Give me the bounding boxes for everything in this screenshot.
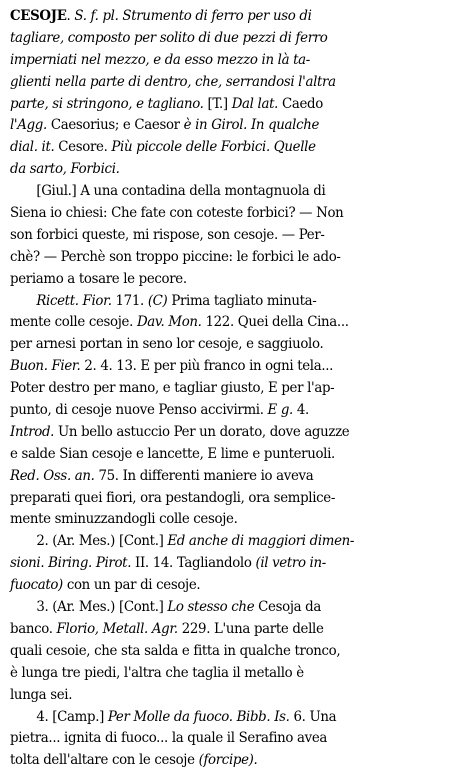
text-segment: Dal lat. — [231, 95, 279, 112]
text-line — [10, 312, 436, 334]
text-segment: è in Girol. In qualche — [183, 117, 320, 134]
text-segment: preparati quei fiori, ora pestandogli, ora semplice- — [10, 489, 336, 506]
text-segment: Ed anche di maggiori dimen- — [167, 533, 355, 550]
text-segment: banco. — [10, 620, 57, 637]
text-line — [10, 575, 436, 597]
text-line — [10, 707, 436, 729]
text-segment: da sarto, Forbici. — [10, 161, 120, 178]
text-segment: periamo a tosare le pecore. — [10, 270, 187, 287]
text-line — [10, 334, 436, 356]
text-segment: pietra... ignita di fuoco... la quale il Serafino avea — [10, 730, 328, 747]
text-segment: Red. Oss. an. — [10, 467, 95, 484]
text-segment: mente colle cesoje. — [10, 314, 137, 331]
text-line — [10, 6, 436, 28]
text-line — [10, 663, 436, 685]
text-line — [10, 50, 436, 72]
text-segment: 6. Una — [289, 708, 337, 725]
text-segment: per arnesi portan in seno lor cesoje, e saggiuolo. — [10, 336, 324, 353]
dictionary-entry-cesoje — [10, 6, 463, 772]
text-segment: 122. Quei della Cina... — [201, 314, 349, 331]
text-segment: Poter destro per mano, e tagliar giusto, E per l'ap- — [10, 380, 335, 397]
text-segment: Caesorius; e Caesor — [46, 117, 184, 134]
text-line — [10, 444, 436, 466]
text-segment: Per Molle da fuoco. Bibb. Is. — [107, 708, 290, 725]
text-line — [10, 378, 436, 400]
headword: CESOJE — [10, 8, 67, 24]
text-segment: 2. (Ar. Mes.) [Cont.] — [36, 533, 168, 550]
text-line — [10, 181, 436, 203]
text-segment: è lunga tre piedi, l'altra che taglia il metallo è — [10, 664, 304, 681]
text-segment: (forcipe). — [198, 752, 258, 769]
text-segment: tolta dell'altare con le cesoje — [10, 752, 199, 769]
text-line — [10, 137, 436, 159]
text-segment: (il vetro in- — [255, 555, 326, 572]
text-line — [10, 750, 436, 772]
text-segment: Lo stesso che — [167, 599, 255, 616]
text-line — [10, 291, 436, 313]
text-line — [10, 247, 436, 269]
text-line — [10, 422, 436, 444]
text-line — [10, 28, 436, 50]
text-line — [10, 597, 436, 619]
text-segment: Caedo — [278, 95, 323, 112]
text-line — [10, 641, 436, 663]
text-segment: [T.] — [203, 95, 232, 112]
text-line — [10, 72, 436, 94]
text-line — [10, 619, 436, 641]
text-segment: Ricett. Fior. — [36, 292, 112, 309]
text-segment: [Giul.] A una contadina della montagnuola di — [36, 183, 326, 200]
text-segment: dial. it. — [10, 139, 55, 156]
text-segment: Prima tagliato minuta- — [167, 292, 317, 309]
text-segment: Florio, Metall. Agr. — [56, 620, 178, 637]
text-segment: quali cesoie, che sta salda e fitta in qualche tronco, — [10, 642, 341, 659]
text-segment: glienti nella parte di dentro, che, serrandosi l'altra — [10, 73, 336, 90]
text-segment: parte, si stringono, e tagliano. — [10, 95, 204, 112]
text-line — [10, 203, 436, 225]
text-segment: Introd. — [10, 423, 55, 440]
text-segment: fuocato) — [10, 577, 63, 594]
text-segment: 3. (Ar. Mes.) [Cont.] — [36, 599, 168, 616]
text-segment: 4. [Camp.] — [36, 708, 108, 725]
text-segment: e salde Sian cesoje e lancette, E lime e punteruoli. — [10, 445, 335, 462]
text-segment: 171. — [111, 292, 148, 309]
text-segment: l'Agg. — [10, 117, 47, 134]
text-line — [10, 728, 436, 750]
text-segment: S. f. pl. Strumento di ferro per uso di — [74, 8, 312, 24]
text-segment: Cesoja da — [254, 599, 322, 616]
text-segment: . — [66, 8, 75, 24]
text-segment: sioni. Biring. Pirot. — [10, 555, 132, 572]
text-segment: lunga sei. — [10, 686, 73, 703]
text-segment: punto, di cesoje nuove Penso accivirmi. — [10, 402, 268, 419]
text-segment: Cesore. — [54, 139, 112, 156]
text-line — [10, 488, 436, 510]
text-segment: Un bello astuccio Per un dorato, dove aguzze — [54, 423, 350, 440]
text-line — [10, 94, 436, 116]
text-segment: Più piccole delle Forbici. Quelle — [111, 139, 316, 156]
text-segment: 75. In differenti maniere io aveva — [94, 467, 314, 484]
text-line — [10, 225, 436, 247]
text-line — [10, 400, 436, 422]
text-line — [10, 269, 436, 291]
text-segment: chè? — Perchè son troppo piccine: le forbici le ado- — [10, 248, 341, 265]
text-line — [10, 509, 436, 531]
text-segment: Dav. Mon. — [136, 314, 202, 331]
text-segment: con un par di cesoje. — [62, 577, 201, 594]
text-segment: (C) — [147, 292, 168, 309]
text-segment: Siena io chiesi: Che fate con coteste forbici? — Non — [10, 205, 344, 222]
text-segment: Buon. Fier. — [10, 358, 81, 375]
text-segment: 2. 4. 13. E per più franco in ogni tela... — [80, 358, 334, 375]
text-segment: son forbici queste, mi rispose, son cesoje. — Per- — [10, 226, 325, 243]
text-line — [10, 159, 436, 181]
text-line — [10, 466, 436, 488]
text-segment: E g. — [267, 402, 293, 419]
text-segment: II. 14. Tagliandolo — [131, 555, 256, 572]
text-line — [10, 685, 436, 707]
text-line — [10, 531, 436, 553]
text-line — [10, 356, 436, 378]
text-segment: 4. — [292, 402, 309, 419]
text-segment: tagliare, composto per solito di due pezzi di ferro — [10, 29, 328, 46]
text-line — [10, 553, 436, 575]
text-segment: mente sminuzzandogli colle cesoje. — [10, 511, 238, 528]
text-line — [10, 115, 436, 137]
text-segment: imperniati nel mezzo, e da esso mezzo in là ta- — [10, 51, 310, 68]
text-segment: 229. L'una parte delle — [177, 620, 324, 637]
